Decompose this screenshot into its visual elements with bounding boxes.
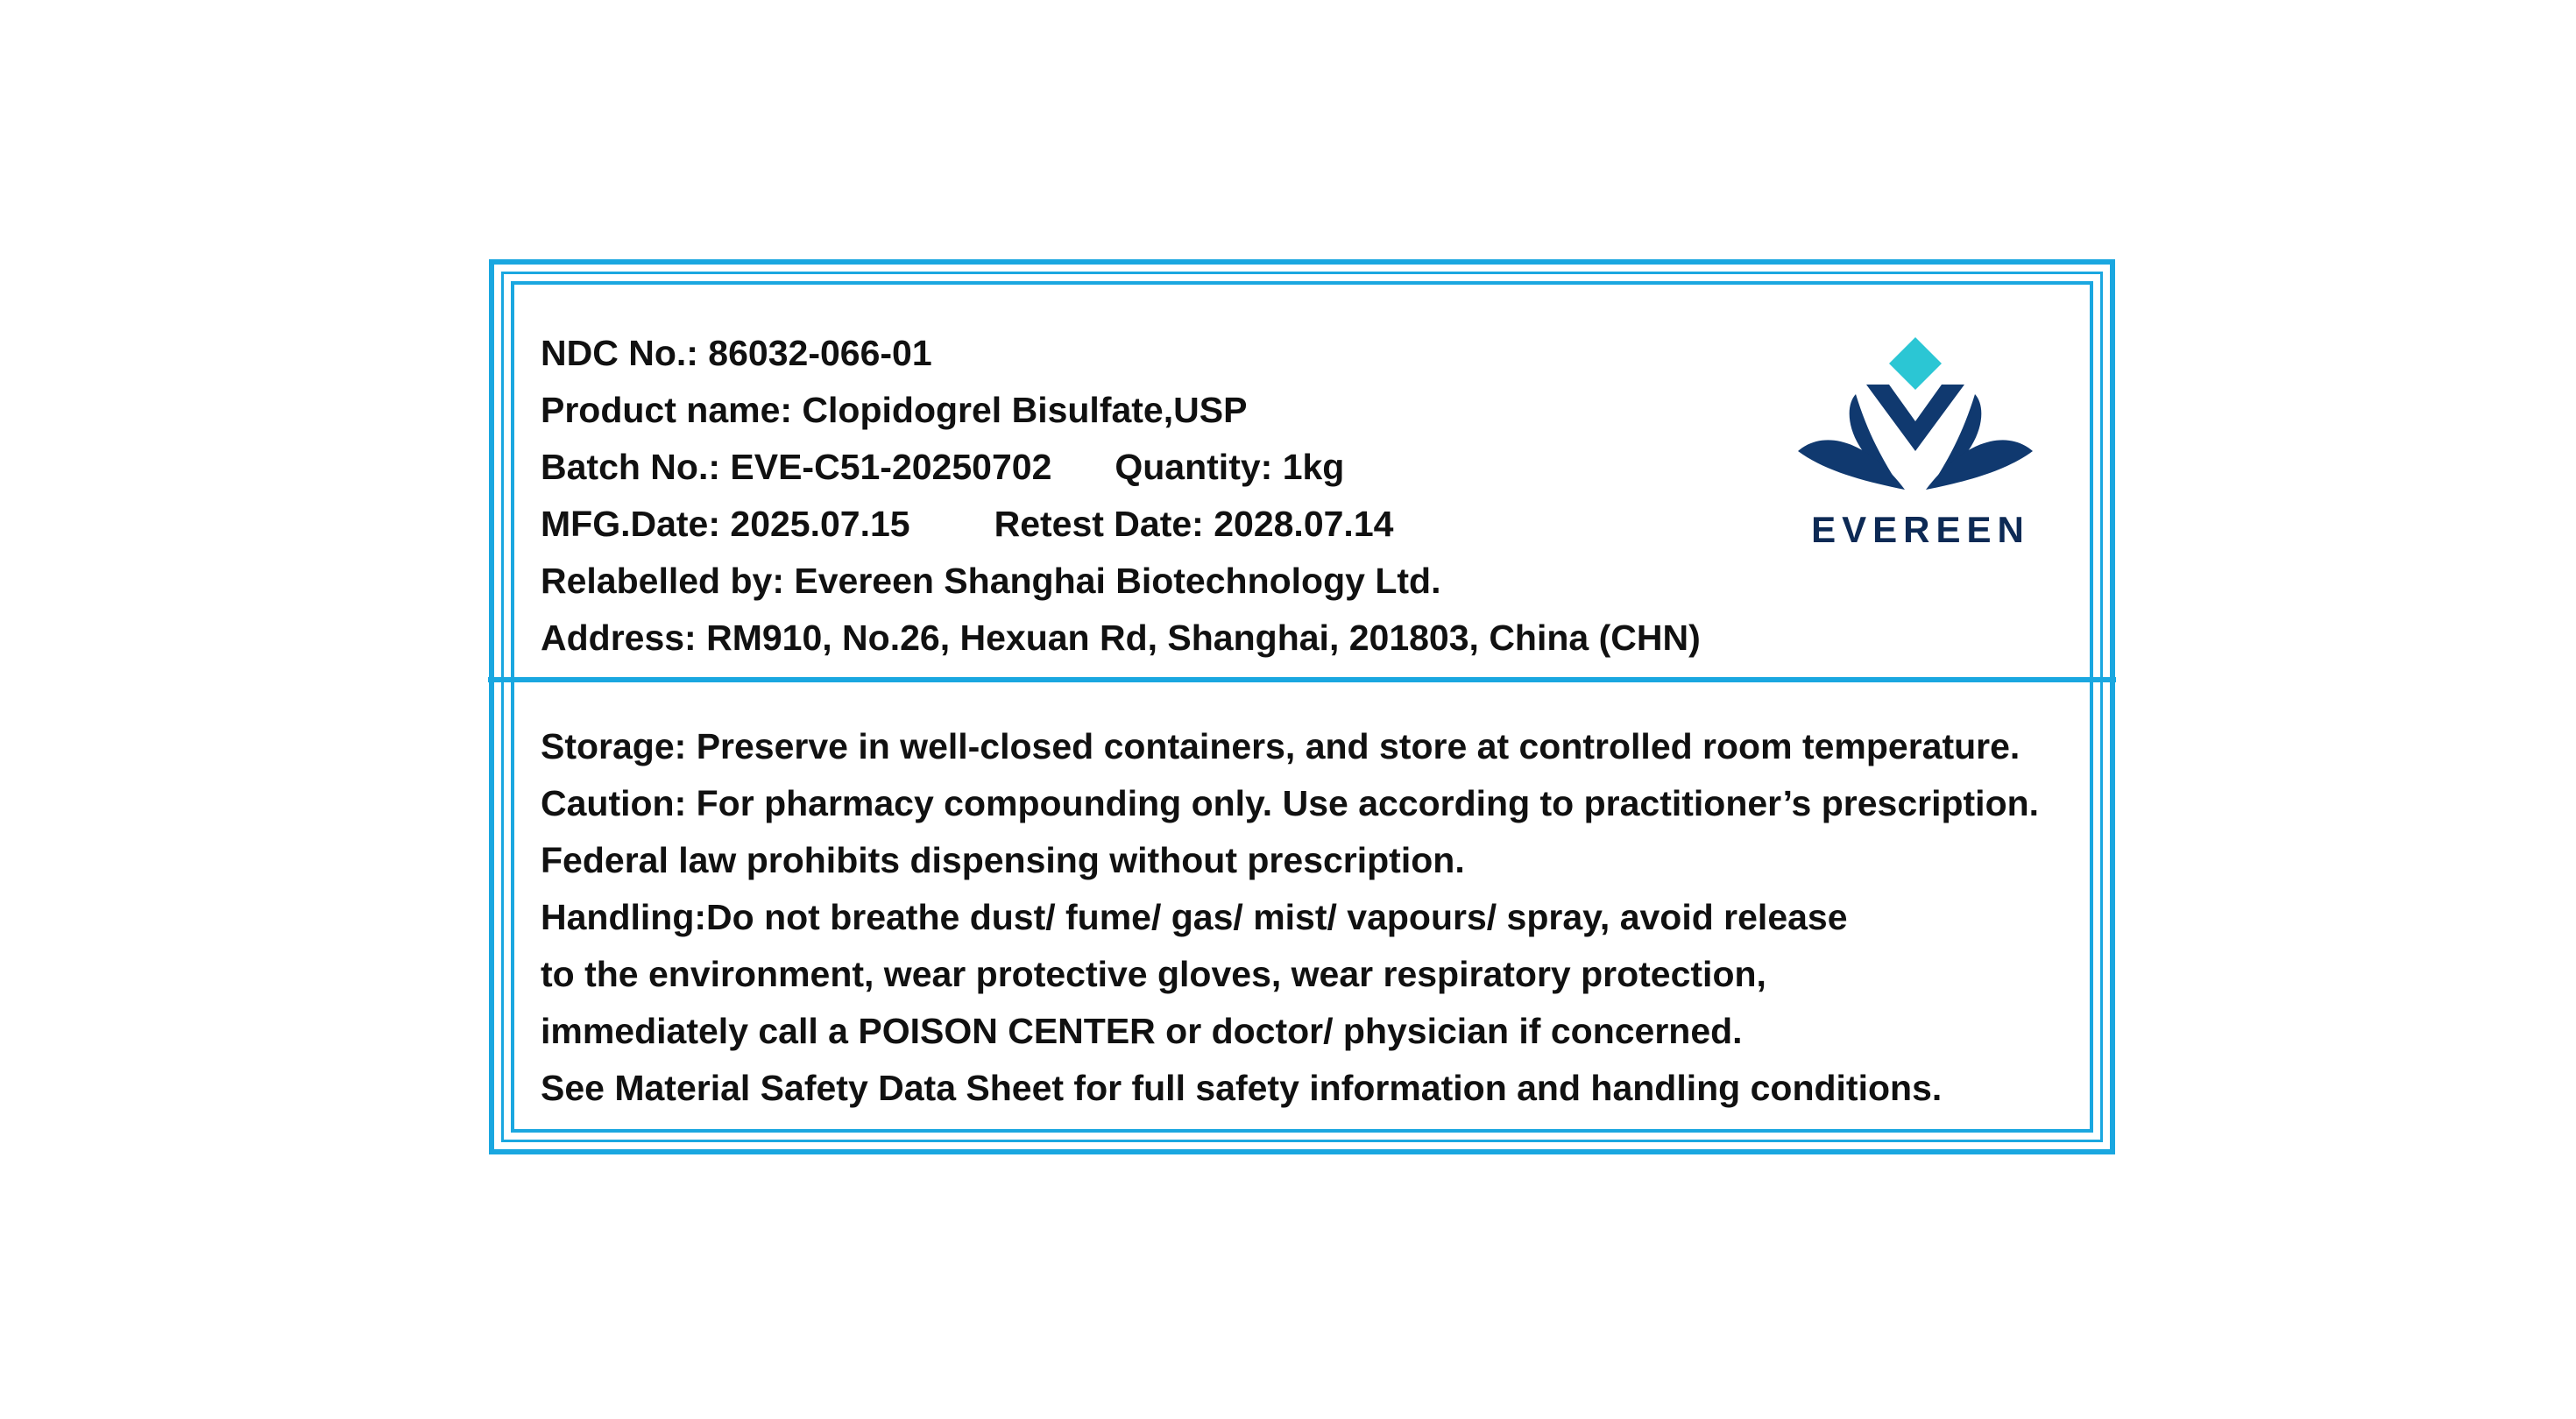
batch-quantity-row [541,439,1701,496]
ndc-number: NDC No.: 86032-066-01 [541,333,932,373]
retest-date: Retest Date: 2028.07.14 [994,504,1394,544]
product-info [541,325,1701,667]
brand-name: EVEREEN [1811,509,2030,550]
relabelled-by: Relabelled by: Evereen Shanghai Biotechnology Ltd. [541,561,1441,601]
brand-logo [1780,330,2061,558]
section-divider [488,677,2116,682]
mfg-date: MFG.Date: 2025.07.15 [541,504,910,544]
lotus-logo-icon [1780,330,2061,505]
label-notes [541,718,2039,1117]
handling-text-3: immediately call a POISON CENTER or doctor/ physician if concerned. [541,1011,1743,1051]
product-label [489,259,2115,1154]
product-name: Product name: Clopidogrel Bisulfate,USP [541,390,1248,430]
handling-text-1: Handling:Do not breathe dust/ fume/ gas/ mist/ vapours/ spray, avoid release [541,897,1848,937]
batch-number: Batch No.: EVE-C51-20250702 [541,447,1052,487]
label-inner-border [511,281,2093,1133]
label-middle-border [501,272,2103,1142]
msds-text: See Material Safety Data Sheet for full safety information and handling conditions. [541,1068,1943,1108]
quantity: Quantity: 1kg [1115,447,1345,487]
address: Address: RM910, No.26, Hexuan Rd, Shanghai, 201803, China (CHN) [541,618,1701,658]
storage-text: Storage: Preserve in well-closed containers, and store at controlled room temperature. [541,726,2020,766]
federal-law-text: Federal law prohibits dispensing without prescription. [541,840,1465,880]
handling-text-2: to the environment, wear protective gloves, wear respiratory protection, [541,954,1766,994]
caution-text: Caution: For pharmacy compounding only. Use according to practitioner’s prescription. [541,783,2040,823]
dates-row [541,496,1701,553]
